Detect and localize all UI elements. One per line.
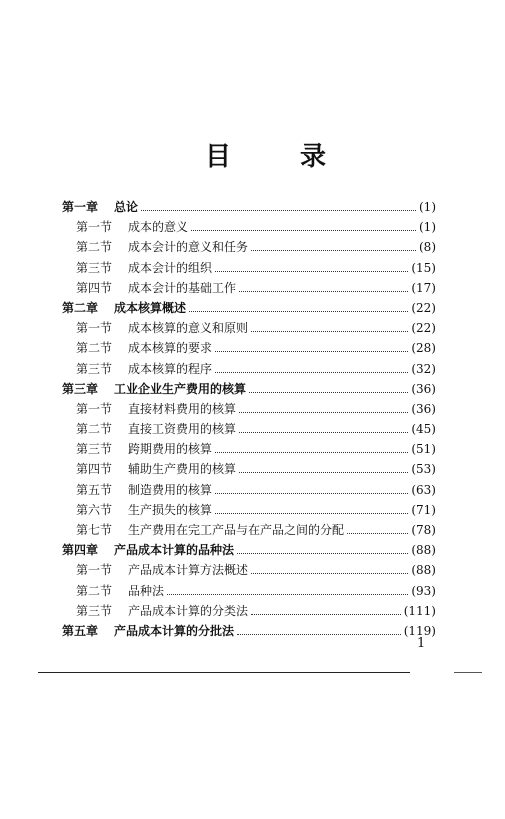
toc-entry-title: 成本核算的要求 — [128, 341, 213, 356]
toc-section-row — [62, 521, 436, 541]
toc-section-row — [62, 319, 436, 339]
toc-section-row — [62, 481, 436, 501]
toc-entry-number: 第四章 — [62, 543, 99, 558]
toc-dot-leader — [237, 553, 408, 554]
toc-entry-title: 产品成本计算的分类法 — [128, 603, 249, 618]
toc-entry-page: (22) — [411, 300, 436, 315]
toc-entry-number: 第四节 — [76, 280, 113, 295]
toc-entry-title: 制造费用的核算 — [128, 482, 213, 497]
footer-rule — [38, 672, 410, 673]
toc-dot-leader — [215, 493, 408, 494]
toc-entry-number: 第五节 — [76, 482, 113, 497]
toc-section-row — [62, 339, 436, 359]
toc-entry-page: (8) — [419, 240, 436, 255]
toc-entry-number: 第三节 — [76, 361, 113, 376]
toc-entry-number: 第二节 — [76, 341, 113, 356]
toc-section-row — [62, 501, 436, 521]
toc-entry-number: 第五章 — [62, 623, 99, 638]
toc-section-row — [62, 440, 436, 460]
toc-entry-title: 生产损失的核算 — [128, 502, 213, 517]
toc-section-row — [62, 420, 436, 440]
toc-entry-title: 辅助生产费用的核算 — [128, 462, 237, 477]
toc-dot-leader — [215, 271, 408, 272]
toc-dot-leader — [239, 412, 408, 413]
toc-chapter-row — [62, 541, 436, 561]
toc-entry-number: 第二节 — [76, 583, 113, 598]
toc-entry-title: 直接工资费用的核算 — [128, 422, 237, 437]
toc-dot-leader — [191, 230, 416, 231]
toc-entry-page: (36) — [411, 401, 436, 416]
toc-section-row — [62, 582, 436, 602]
toc-dot-leader — [141, 210, 416, 211]
toc-section-row — [62, 602, 436, 622]
toc-entry-page: (93) — [411, 583, 436, 598]
toc-chapter-row — [62, 198, 436, 218]
toc-chapter-row — [62, 299, 436, 319]
toc-entry-number: 第三节 — [76, 603, 113, 618]
toc-dot-leader — [215, 452, 408, 453]
toc-entry-page: (15) — [411, 260, 436, 275]
toc-entry-page: (32) — [411, 361, 436, 376]
toc-dot-leader — [251, 331, 408, 332]
toc-dot-leader — [239, 432, 408, 433]
table-of-contents — [62, 198, 436, 642]
toc-entry-title: 成本核算概述 — [114, 300, 187, 315]
toc-entry-number: 第四节 — [76, 462, 113, 477]
toc-entry-number: 第三节 — [76, 442, 113, 457]
toc-entry-title: 产品成本计算的品种法 — [114, 543, 235, 558]
toc-section-row — [62, 460, 436, 480]
toc-entry-page: (119) — [403, 623, 436, 638]
toc-entry-title: 总论 — [114, 200, 139, 214]
toc-entry-title: 成本会计的意义和任务 — [128, 240, 249, 255]
toc-section-row — [62, 238, 436, 258]
toc-entry-number: 第一节 — [76, 220, 113, 235]
toc-section-row — [62, 279, 436, 299]
toc-section-row — [62, 561, 436, 581]
toc-entry-page: (88) — [411, 543, 436, 558]
footer-rule-short — [454, 672, 482, 673]
toc-entry-page: (28) — [411, 341, 436, 356]
toc-entry-number: 第一节 — [76, 401, 113, 416]
toc-entry-page: (51) — [411, 442, 436, 457]
toc-entry-title: 工业企业生产费用的核算 — [114, 381, 247, 396]
toc-dot-leader — [189, 311, 408, 312]
toc-entry-number: 第二节 — [76, 240, 113, 255]
toc-entry-number: 第七节 — [76, 523, 113, 537]
toc-entry-title: 产品成本计算方法概述 — [128, 563, 249, 578]
toc-dot-leader — [251, 250, 416, 251]
toc-entry-page: (71) — [411, 502, 436, 517]
toc-dot-leader — [249, 392, 408, 393]
toc-dot-leader — [239, 291, 408, 292]
toc-entry-title: 直接材料费用的核算 — [128, 401, 237, 416]
toc-entry-number: 第三节 — [76, 260, 113, 275]
toc-entry-number: 第一章 — [62, 200, 99, 214]
toc-entry-title: 成本会计的基础工作 — [128, 280, 237, 295]
toc-entry-title: 生产费用在完工产品与在产品之间的分配 — [128, 523, 345, 537]
toc-entry-page: (17) — [411, 280, 436, 295]
toc-entry-page: (111) — [403, 603, 436, 618]
toc-section-row — [62, 360, 436, 380]
toc-dot-leader — [215, 372, 408, 373]
toc-chapter-row — [62, 622, 436, 642]
toc-dot-leader — [239, 472, 408, 473]
toc-entry-number: 第三章 — [62, 381, 99, 396]
toc-dot-leader — [237, 634, 401, 635]
toc-entry-number: 第六节 — [76, 502, 113, 517]
toc-chapter-row — [62, 380, 436, 400]
toc-entry-title: 成本核算的意义和原则 — [128, 321, 249, 336]
toc-dot-leader — [215, 351, 408, 352]
toc-entry-number: 第一节 — [76, 321, 113, 336]
toc-section-row — [62, 259, 436, 279]
page-title: 目 录 — [205, 142, 357, 172]
toc-entry-title: 成本的意义 — [128, 220, 189, 235]
toc-dot-leader — [251, 614, 401, 615]
toc-entry-title: 成本会计的组织 — [128, 260, 213, 275]
toc-entry-page: (36) — [411, 381, 436, 396]
toc-dot-leader — [167, 594, 408, 595]
toc-entry-page: (78) — [411, 523, 436, 537]
toc-section-row — [62, 400, 436, 420]
toc-dot-leader — [251, 573, 408, 574]
page-number: 1 — [417, 636, 426, 651]
toc-entry-title: 品种法 — [128, 583, 165, 598]
toc-dot-leader — [347, 533, 408, 534]
toc-entry-number: 第二章 — [62, 300, 99, 315]
toc-entry-page: (63) — [411, 482, 436, 497]
toc-entry-page: (88) — [411, 563, 436, 578]
toc-section-row — [62, 218, 436, 238]
toc-entry-page: (22) — [411, 321, 436, 336]
toc-entry-number: 第二节 — [76, 422, 113, 437]
toc-entry-page: (53) — [411, 462, 436, 477]
toc-entry-number: 第一节 — [76, 563, 113, 578]
toc-entry-title: 成本核算的程序 — [128, 361, 213, 376]
toc-entry-title: 产品成本计算的分批法 — [114, 623, 235, 638]
toc-dot-leader — [215, 513, 408, 514]
toc-entry-page: (1) — [419, 200, 436, 214]
toc-entry-page: (1) — [419, 220, 436, 235]
toc-entry-title: 跨期费用的核算 — [128, 442, 213, 457]
toc-entry-page: (45) — [411, 422, 436, 437]
